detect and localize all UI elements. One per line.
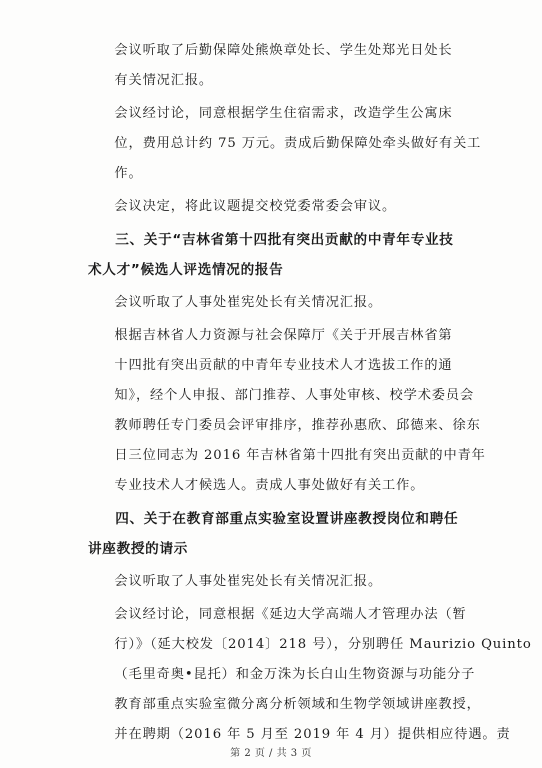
text-line: 会议听取了后勤保障处熊焕章处长、学生处郑光日处长 <box>114 43 453 58</box>
text-line: 根据吉林省人力资源与社会保障厅《关于开展吉林省第 <box>114 328 453 343</box>
text-line: 会议听取了人事处崔宪处长有关情况汇报。 <box>114 574 383 589</box>
section-heading <box>88 504 488 564</box>
text-line: 教育部重点实验室微分离分析领域和生物学领域讲座教授， <box>114 697 481 712</box>
text-line: 知》，经个人申报、部门推荐、人事处审核、校学术委员会 <box>114 388 475 403</box>
text-line: 位，费用总计约 75 万元。责成后勤保障处牵头做好有关工 <box>114 136 482 151</box>
body-paragraph <box>88 321 488 501</box>
section-heading <box>88 225 488 285</box>
body-paragraph <box>88 567 488 597</box>
text-line: 会议经讨论，同意根据学生住宿需求，改造学生公寓床 <box>114 106 453 121</box>
text-line: 讲座教授的请示 <box>88 541 189 557</box>
text-line: 四、关于在教育部重点实验室设置讲座教授岗位和聘任 <box>115 511 459 527</box>
body-paragraph <box>88 600 532 750</box>
text-line: 并在聘期（2016 年 5 月至 2019 年 4 月）提供相应待遇。责 <box>114 727 511 742</box>
document-body <box>88 36 532 753</box>
text-line: 会议听取了人事处崔宪处长有关情况汇报。 <box>114 295 383 310</box>
body-paragraph <box>88 99 488 189</box>
body-paragraph <box>88 36 488 96</box>
text-line: 行）》（延大校发〔2014〕218 号），分别聘任 Maurizio Quinto <box>114 637 532 652</box>
text-line: 会议经讨论，同意根据《延边大学高端人才管理办法（暂 <box>114 607 467 622</box>
text-line: 十四批有突出贡献的中青年专业技术人才选拔工作的通 <box>114 358 453 373</box>
text-line: 术人才”候选人评选情况的报告 <box>88 262 284 278</box>
text-line: 有关情况汇报。 <box>114 73 214 88</box>
text-line: 教师聘任专门委员会评审排序，推荐孙惠欣、邱德来、徐东 <box>114 418 481 433</box>
text-line: 日三位同志为 2016 年吉林省第十四批有突出贡献的中青年 <box>114 448 486 463</box>
page-number-footer: 第 2 页 / 共 3 页 <box>230 748 312 759</box>
body-paragraph <box>88 192 488 222</box>
text-line: 会议决定，将此议题提交校党委常委会审议。 <box>114 199 397 214</box>
text-line: 专业技术人才候选人。责成人事处做好有关工作。 <box>114 478 425 493</box>
text-line: （毛里奇奥•昆托）和金万洙为长白山生物资源与功能分子 <box>114 667 476 682</box>
text-line: 三、关于“吉林省第十四批有突出贡献的中青年专业技 <box>115 232 454 248</box>
body-paragraph <box>88 288 488 318</box>
text-line: 作。 <box>114 166 143 181</box>
